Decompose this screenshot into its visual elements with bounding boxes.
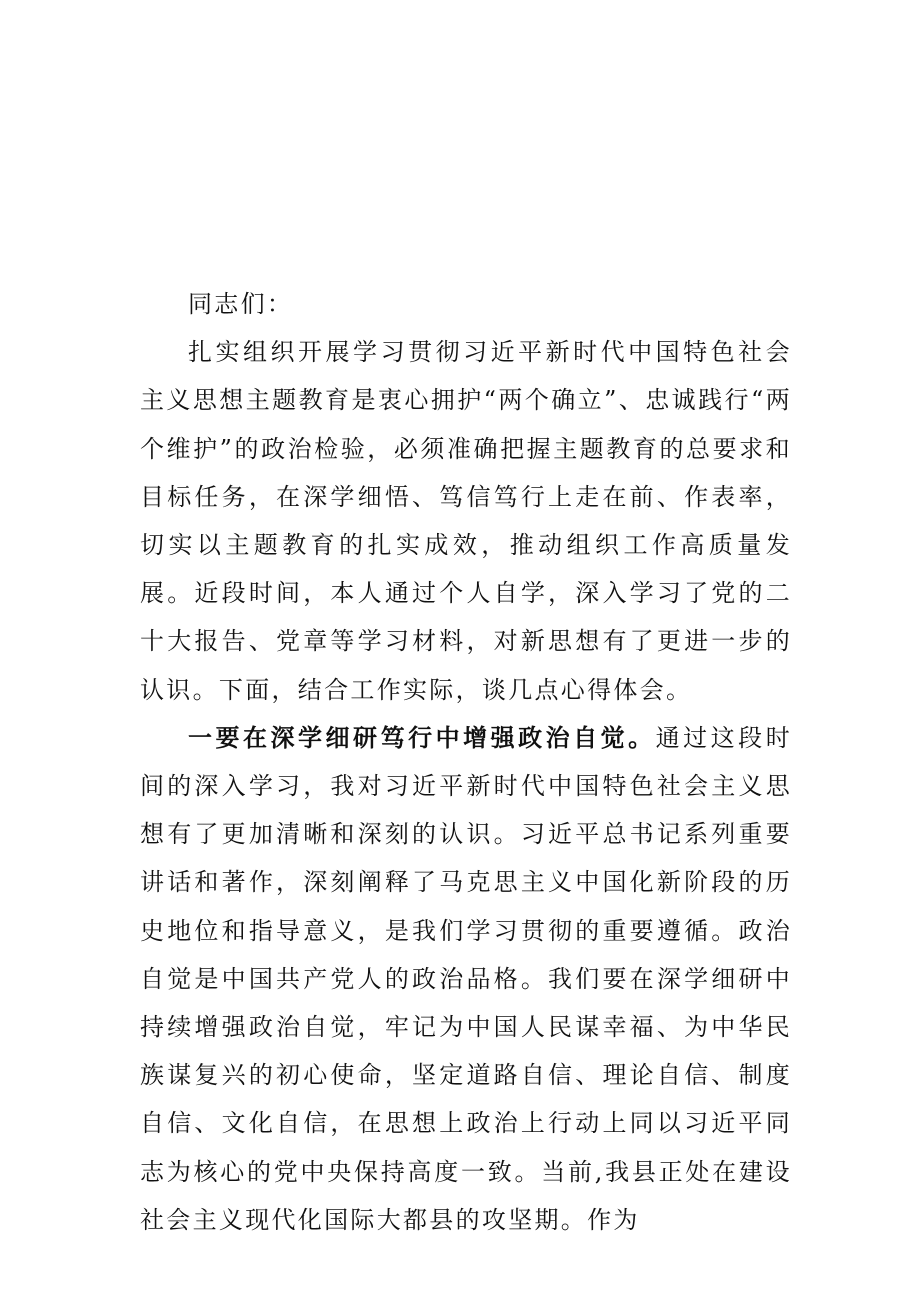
salutation: 同志们： bbox=[188, 290, 294, 318]
paragraph-point-one-heading: 一要在深学细研笃行中增强政治自觉。 bbox=[188, 722, 656, 752]
document-body bbox=[140, 280, 792, 1244]
paragraph-point-one bbox=[140, 714, 792, 1244]
paragraph-intro bbox=[140, 328, 792, 714]
paragraph-point-one-text: 通过这段时间的深入学习，我对习近平新时代中国特色社会主义思想有了更加清晰和深刻的认识。习近平总书记系列重要讲话和著作，深刻阐释了马克思主义中国化新阶段的历史地位和指导意义，是我们学习贯彻的重要遵循。政治自觉是中国共产党人的政治品格。我们要在深学细研中持续增强政治自觉，牢记为中国人民谋幸福、为中华民族谋复兴的初心使命，坚定道路自信、理论自信、制度自信、文化自信，在思想上政治上行动上同以习近平同志为核心的党中央保持高度一致。当前,我县正处在建设社会主义现代化国际大都县的攻坚期。作为 bbox=[140, 723, 792, 1234]
paragraph-intro-text: 扎实组织开展学习贯彻习近平新时代中国特色社会主义思想主题教育是衷心拥护“两个确立”、忠诚践行“两个维护”的政治检验，必须准确把握主题教育的总要求和目标任务，在深学细悟、笃信笃行上走在前、作表率，切实以主题教育的扎实成效，推动组织工作高质量发展。近段时间，本人通过个人自学，深入学习了党的二十大报告、党章等学习材料，对新思想有了更进一步的认识。下面，结合工作实际，谈几点心得体会。 bbox=[140, 338, 792, 704]
